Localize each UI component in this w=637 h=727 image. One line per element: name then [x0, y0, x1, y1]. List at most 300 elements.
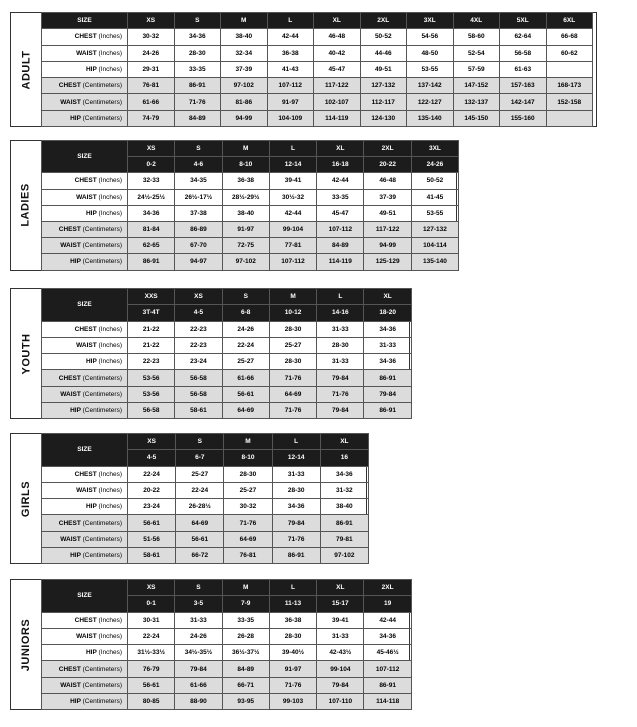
measurement-value: 45-47 — [317, 205, 364, 221]
measurement-value: 64-69 — [222, 403, 269, 419]
measurement-value: 40-42 — [314, 45, 361, 61]
measurement-value: 67-70 — [175, 238, 222, 254]
subsize-header: 8-10 — [222, 157, 269, 173]
measurement-value: 31-33 — [317, 354, 364, 370]
measurement-value: 132-137 — [453, 94, 500, 110]
table-row — [42, 531, 369, 547]
measurement-name: WAIST — [76, 49, 97, 57]
measurement-name: CHEST — [74, 470, 97, 478]
measurement-value: 34-36 — [320, 466, 368, 482]
measurement-value: 42-44 — [364, 612, 411, 628]
measurement-value: 26-28½ — [176, 499, 224, 515]
measurement-value: 24-26 — [128, 45, 175, 61]
measurement-label — [42, 94, 128, 110]
section-title-text: ADULT — [20, 50, 32, 90]
measurement-value: 28-30 — [224, 466, 272, 482]
table-row — [42, 645, 412, 661]
measurement-value: 76-81 — [224, 548, 272, 564]
measurement-name: HIP — [70, 552, 81, 560]
measurement-value: 52-54 — [453, 45, 500, 61]
measurement-value: 97-102 — [320, 548, 368, 564]
measurement-value: 33-35 — [317, 189, 364, 205]
measurement-unit: (Centimeters) — [82, 681, 122, 689]
measurement-value: 74-79 — [128, 110, 175, 126]
measurement-label — [42, 548, 128, 564]
measurement-value: 71-76 — [269, 677, 316, 693]
measurement-label — [42, 321, 128, 337]
measurement-value: 48-50 — [407, 45, 454, 61]
measurement-value: 37-38 — [175, 205, 222, 221]
measurement-value: 28-30 — [272, 482, 320, 498]
measurement-value: 125-129 — [364, 254, 411, 270]
measurement-name: WAIST — [76, 633, 97, 641]
measurement-name: WAIST — [60, 681, 81, 689]
measurement-value: 107-112 — [267, 78, 314, 94]
table-row — [42, 403, 412, 419]
measurement-name: HIP — [70, 698, 81, 706]
measurement-value: 122-127 — [407, 94, 454, 110]
measurement-value: 107-112 — [364, 661, 411, 677]
measurement-value: 72-75 — [222, 238, 269, 254]
measurement-name: WAIST — [60, 98, 81, 106]
subsize-header: 0-2 — [128, 157, 175, 173]
measurement-value: 66-72 — [176, 548, 224, 564]
measurement-value: 79-84 — [272, 515, 320, 531]
measurement-value: 142-147 — [500, 94, 547, 110]
size-header-row — [42, 13, 593, 29]
measurement-value: 53-56 — [128, 370, 175, 386]
measurement-label — [42, 499, 128, 515]
measurement-label — [42, 386, 128, 402]
measurement-value: 135-140 — [411, 254, 458, 270]
measurement-value: 81-84 — [128, 221, 175, 237]
measurement-value: 56-58 — [500, 45, 547, 61]
measurement-value: 39-40½ — [269, 645, 316, 661]
measurement-value: 104-114 — [411, 238, 458, 254]
size-header: 6XL — [546, 13, 593, 29]
measurement-name: WAIST — [76, 487, 97, 495]
juniors-section — [10, 579, 410, 710]
measurement-value: 104-109 — [267, 110, 314, 126]
measurement-value: 22-24 — [128, 628, 175, 644]
measurement-value: 41-43 — [267, 61, 314, 77]
measurement-value: 31-33 — [364, 337, 411, 353]
subsize-header: 12-14 — [269, 157, 316, 173]
measurement-value: 34-35 — [175, 173, 222, 189]
girls-section — [10, 433, 367, 564]
measurement-value: 38-40 — [320, 499, 368, 515]
size-header: XS — [175, 289, 222, 305]
table-row — [42, 628, 412, 644]
measurement-value: 34-36 — [272, 499, 320, 515]
size-label: SIZE — [42, 13, 128, 29]
measurement-value: 58-60 — [453, 29, 500, 45]
measurement-value: 61-66 — [175, 677, 222, 693]
measurement-value: 38-40 — [222, 205, 269, 221]
youth-section — [10, 288, 410, 419]
measurement-value: 51-56 — [128, 531, 176, 547]
measurement-value: 42-44 — [269, 205, 316, 221]
measurement-label — [42, 628, 128, 644]
measurement-value: 58-61 — [128, 548, 176, 564]
subsize-header: 24-26 — [411, 157, 458, 173]
measurement-value: 79-84 — [175, 661, 222, 677]
table-row — [42, 189, 459, 205]
measurement-name: CHEST — [74, 177, 97, 185]
measurement-value: 31-33 — [317, 321, 364, 337]
measurement-value: 76-79 — [128, 661, 175, 677]
measurement-value: 26½-17½ — [175, 189, 222, 205]
size-header: S — [175, 141, 222, 157]
measurement-unit: (Inches) — [98, 487, 122, 495]
measurement-value: 71-76 — [272, 531, 320, 547]
size-header: M — [222, 141, 269, 157]
measurement-value: 137-142 — [407, 78, 454, 94]
measurement-value: 71-76 — [174, 94, 221, 110]
subsize-header: 4-5 — [128, 450, 176, 466]
measurement-name: CHEST — [58, 519, 81, 527]
size-header: 2XL — [360, 13, 407, 29]
measurement-value: 22-23 — [128, 354, 175, 370]
measurement-name: HIP — [70, 407, 81, 415]
measurement-value: 56-61 — [128, 515, 176, 531]
measurement-value: 28-30 — [269, 321, 316, 337]
measurement-value: 64-69 — [176, 515, 224, 531]
measurement-value: 86-91 — [272, 548, 320, 564]
table-row — [42, 173, 459, 189]
section-title-text: YOUTH — [20, 333, 32, 375]
subsize-header: 19 — [364, 596, 411, 612]
measurement-name: WAIST — [76, 193, 97, 201]
adult-size-table — [41, 12, 593, 127]
measurement-unit: (Centimeters) — [82, 82, 122, 90]
table-row — [42, 61, 593, 77]
measurement-value: 26-28 — [222, 628, 269, 644]
measurement-value: 112-117 — [360, 94, 407, 110]
table-row — [42, 661, 412, 677]
measurement-value: 91-97 — [269, 661, 316, 677]
measurement-value: 86-91 — [364, 370, 411, 386]
measurement-value: 34-36 — [364, 321, 411, 337]
measurement-unit: (Centimeters) — [82, 258, 122, 266]
measurement-value: 22-24 — [176, 482, 224, 498]
measurement-value: 77-81 — [269, 238, 316, 254]
measurement-value: 107-112 — [317, 221, 364, 237]
section-title — [11, 580, 41, 709]
size-label: SIZE — [42, 141, 128, 173]
measurement-value: 44-46 — [360, 45, 407, 61]
size-header: XL — [320, 434, 368, 450]
measurement-unit: (Inches) — [98, 649, 122, 657]
measurement-unit: (Inches) — [98, 325, 122, 333]
measurement-unit: (Inches) — [98, 193, 122, 201]
size-header: XXS — [128, 289, 175, 305]
table-row — [42, 515, 369, 531]
measurement-value: 99-103 — [269, 694, 316, 710]
measurement-value: 36-38 — [267, 45, 314, 61]
section-title — [11, 13, 41, 126]
measurement-value: 84-89 — [317, 238, 364, 254]
size-header: L — [272, 434, 320, 450]
measurement-label — [42, 61, 128, 77]
ladies-section — [10, 140, 457, 271]
measurement-value: 28-30 — [269, 354, 316, 370]
subsize-header: 16-18 — [317, 157, 364, 173]
size-header: XL — [317, 580, 364, 596]
measurement-value: 22-24 — [128, 466, 176, 482]
measurement-value: 56-61 — [176, 531, 224, 547]
measurement-label — [42, 205, 128, 221]
table-row — [42, 110, 593, 126]
measurement-value: 25-27 — [224, 482, 272, 498]
measurement-label — [42, 45, 128, 61]
adult-section — [10, 12, 597, 127]
measurement-value: 56-58 — [128, 403, 175, 419]
measurement-value: 84-89 — [222, 661, 269, 677]
measurement-value: 50-52 — [360, 29, 407, 45]
measurement-value: 102-107 — [314, 94, 361, 110]
measurement-value: 32-34 — [221, 45, 268, 61]
measurement-unit: (Inches) — [98, 49, 122, 57]
measurement-value: 94-99 — [364, 238, 411, 254]
table-row — [42, 612, 412, 628]
measurement-name: CHEST — [74, 325, 97, 333]
measurement-value: 33-35 — [174, 61, 221, 77]
measurement-value: 54-56 — [407, 29, 454, 45]
measurement-value: 61-66 — [128, 94, 175, 110]
subsize-header: 6-7 — [176, 450, 224, 466]
measurement-value: 36½-37½ — [222, 645, 269, 661]
measurement-value: 114-119 — [317, 254, 364, 270]
measurement-value: 79-84 — [317, 370, 364, 386]
table-row — [42, 482, 369, 498]
measurement-value: 31-32 — [320, 482, 368, 498]
measurement-name: HIP — [85, 66, 97, 74]
table-row — [42, 254, 459, 270]
measurement-unit: (Centimeters) — [82, 665, 122, 673]
measurement-value: 84-89 — [174, 110, 221, 126]
measurement-name: WAIST — [60, 535, 81, 543]
measurement-name: WAIST — [60, 390, 81, 398]
measurement-value: 37-39 — [221, 61, 268, 77]
measurement-value: 34½-35½ — [175, 645, 222, 661]
measurement-name: HIP — [85, 358, 97, 366]
measurement-value: 38-40 — [221, 29, 268, 45]
measurement-value: 157-163 — [500, 78, 547, 94]
subsize-header: 3-5 — [175, 596, 222, 612]
measurement-value: 114-118 — [364, 694, 411, 710]
subsize-header: 11-13 — [269, 596, 316, 612]
subsize-header: 12-14 — [272, 450, 320, 466]
measurement-value: 107-110 — [317, 694, 364, 710]
girls-size-table — [41, 433, 369, 564]
measurement-unit: (Centimeters) — [82, 698, 122, 706]
table-row — [42, 238, 459, 254]
measurement-value: 62-65 — [128, 238, 175, 254]
measurement-label — [42, 661, 128, 677]
measurement-value: 24-26 — [175, 628, 222, 644]
measurement-value: 21-22 — [128, 337, 175, 353]
size-header: XL — [314, 13, 361, 29]
measurement-value: 168-173 — [546, 78, 593, 94]
size-header: M — [224, 434, 272, 450]
measurement-name: CHEST — [58, 665, 81, 673]
measurement-label — [42, 403, 128, 419]
measurement-unit: (Centimeters) — [82, 519, 122, 527]
measurement-value: 56-61 — [128, 677, 175, 693]
measurement-unit: (Centimeters) — [82, 98, 122, 106]
size-header: S — [174, 13, 221, 29]
section-title-text: LADIES — [20, 183, 32, 227]
measurement-value: 23-24 — [175, 354, 222, 370]
table-row — [42, 94, 593, 110]
measurement-name: CHEST — [74, 616, 97, 624]
measurement-value: 36-38 — [269, 612, 316, 628]
subsize-header: 16 — [320, 450, 368, 466]
measurement-value: 28-30 — [269, 628, 316, 644]
measurement-label — [42, 173, 128, 189]
size-header: 5XL — [500, 13, 547, 29]
measurement-label — [42, 110, 128, 126]
measurement-value: 41-45 — [411, 189, 458, 205]
measurement-value: 53-55 — [411, 205, 458, 221]
youth-size-table — [41, 288, 412, 419]
size-header-row — [42, 289, 412, 305]
measurement-value: 147-152 — [453, 78, 500, 94]
subsize-header: 18-20 — [364, 305, 411, 321]
measurement-value: 117-122 — [364, 221, 411, 237]
measurement-value: 97-102 — [222, 254, 269, 270]
measurement-value: 39-41 — [317, 612, 364, 628]
measurement-value: 49-51 — [360, 61, 407, 77]
measurement-value: 93-95 — [222, 694, 269, 710]
table-row — [42, 321, 412, 337]
section-title-text: JUNIORS — [20, 618, 32, 671]
measurement-unit: (Inches) — [98, 503, 122, 511]
measurement-value: 64-69 — [224, 531, 272, 547]
measurement-label — [42, 354, 128, 370]
measurement-value: 28-30 — [317, 337, 364, 353]
measurement-value — [546, 110, 593, 126]
measurement-name: HIP — [70, 258, 81, 266]
measurement-value: 22-23 — [175, 321, 222, 337]
measurement-unit: (Centimeters) — [82, 552, 122, 560]
measurement-unit: (Centimeters) — [82, 226, 122, 234]
measurement-value: 79-84 — [317, 677, 364, 693]
measurement-value: 30-32 — [128, 29, 175, 45]
subsize-header: 8-10 — [224, 450, 272, 466]
measurement-unit: (Inches) — [98, 177, 122, 185]
size-header: S — [176, 434, 224, 450]
subsize-header: 4-6 — [175, 157, 222, 173]
table-row — [42, 29, 593, 45]
measurement-value: 34-36 — [128, 205, 175, 221]
measurement-name: HIP — [85, 503, 97, 511]
ladies-size-table — [41, 140, 459, 271]
subsize-header: 15-17 — [317, 596, 364, 612]
subsize-header: 20-22 — [364, 157, 411, 173]
measurement-value: 62-64 — [500, 29, 547, 45]
measurement-value: 71-76 — [224, 515, 272, 531]
measurement-value: 71-76 — [269, 403, 316, 419]
size-header: L — [269, 141, 316, 157]
size-label: SIZE — [42, 289, 128, 322]
measurement-value: 25-27 — [222, 354, 269, 370]
measurement-value: 42-44 — [267, 29, 314, 45]
measurement-value: 29-31 — [128, 61, 175, 77]
measurement-value: 24-26 — [222, 321, 269, 337]
subsize-header: 6-8 — [222, 305, 269, 321]
measurement-value: 145-150 — [453, 110, 500, 126]
measurement-value: 25-27 — [176, 466, 224, 482]
measurement-value: 56-61 — [222, 386, 269, 402]
size-header: M — [269, 289, 316, 305]
measurement-value: 86-89 — [175, 221, 222, 237]
measurement-value: 30-32 — [224, 499, 272, 515]
measurement-value: 91-97 — [267, 94, 314, 110]
table-row — [42, 205, 459, 221]
measurement-value: 34-36 — [364, 628, 411, 644]
size-header: XL — [317, 141, 364, 157]
measurement-value: 91-97 — [222, 221, 269, 237]
measurement-value: 37-39 — [364, 189, 411, 205]
size-header: XS — [128, 580, 175, 596]
size-header: S — [175, 580, 222, 596]
measurement-name: CHEST — [58, 226, 81, 234]
measurement-label — [42, 254, 128, 270]
measurement-value: 79-81 — [320, 531, 368, 547]
measurement-value: 46-48 — [364, 173, 411, 189]
measurement-value: 64-69 — [269, 386, 316, 402]
measurement-value: 46-48 — [314, 29, 361, 45]
measurement-label — [42, 78, 128, 94]
measurement-value: 127-132 — [360, 78, 407, 94]
subsize-header: 14-16 — [317, 305, 364, 321]
section-title — [11, 141, 41, 270]
measurement-value: 79-84 — [317, 403, 364, 419]
measurement-label — [42, 466, 128, 482]
table-row — [42, 337, 412, 353]
measurement-value: 86-91 — [128, 254, 175, 270]
size-header: XL — [364, 289, 411, 305]
size-header: 3XL — [407, 13, 454, 29]
measurement-value: 66-71 — [222, 677, 269, 693]
size-header: 4XL — [453, 13, 500, 29]
measurement-label — [42, 645, 128, 661]
measurement-value: 80-85 — [128, 694, 175, 710]
measurement-label — [42, 370, 128, 386]
table-row — [42, 386, 412, 402]
size-header: 2XL — [364, 141, 411, 157]
measurement-unit: (Centimeters) — [82, 242, 122, 250]
measurement-name: CHEST — [74, 33, 97, 41]
measurement-name: HIP — [85, 209, 97, 217]
size-header: S — [222, 289, 269, 305]
measurement-name: HIP — [85, 649, 97, 657]
measurement-value: 25-27 — [269, 337, 316, 353]
measurement-label — [42, 189, 128, 205]
subsize-header: 0-1 — [128, 596, 175, 612]
measurement-value: 42-43½ — [317, 645, 364, 661]
measurement-unit: (Inches) — [98, 209, 122, 217]
measurement-unit: (Centimeters) — [82, 535, 122, 543]
measurement-value: 39-41 — [269, 173, 316, 189]
measurement-value: 152-158 — [546, 94, 593, 110]
size-header: L — [269, 580, 316, 596]
size-header: L — [267, 13, 314, 29]
measurement-value: 22-24 — [222, 337, 269, 353]
measurement-unit: (Inches) — [98, 33, 122, 41]
